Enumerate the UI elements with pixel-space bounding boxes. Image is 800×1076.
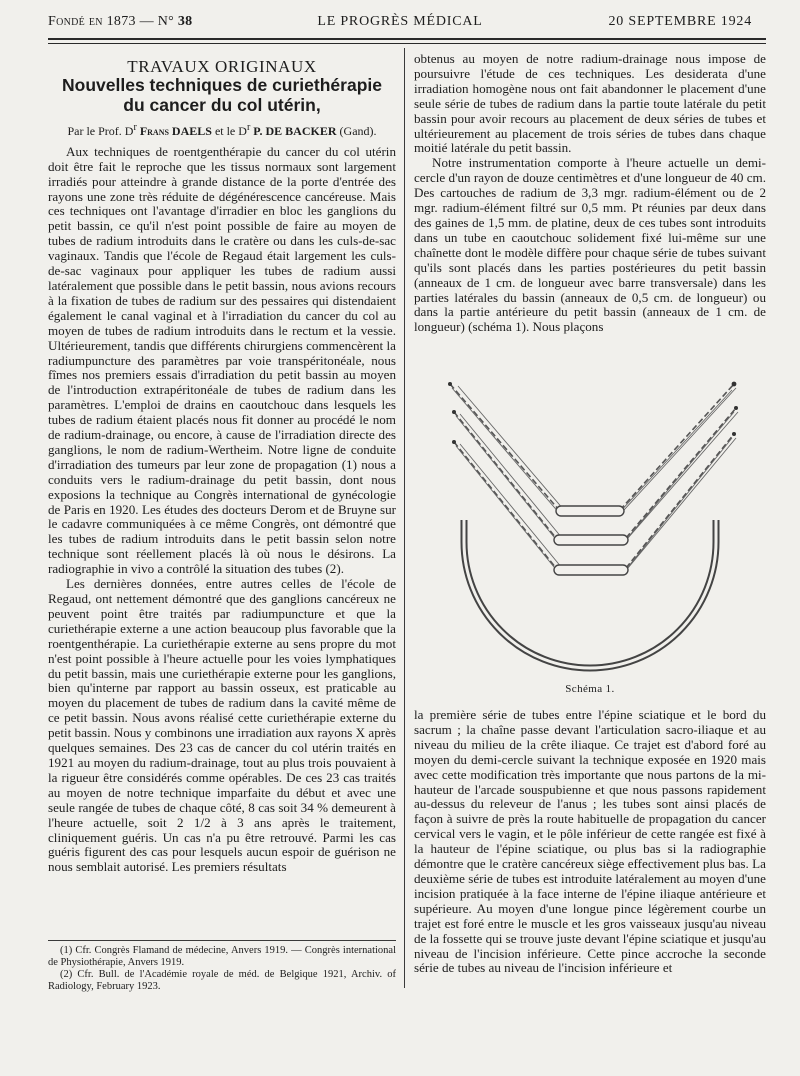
body-paragraph: Les dernières données, entre autres celles de l'école de Regaud, ont nettement démontré que des ganglions cancéreux ne peuvent point être traités par radiumpuncture et que la curiethérapie externe a une action beaucoup plus favorable que la roentgenthérapie. La curiethérapie externe au sens propre du mot n'est point possible à l'heure actuelle pour les voies lymphatiques du petit bassin, mais une curiethérapie externe pour les ganglions, bien qu'interne par rapport au bassin osseux, est praticable au moyen du placement de tubes de radium dans la cavité même de ce petit bassin. Nous avons réalisé cette curiethérapie externe du petit bassin. Nous y combinons une irradiation aux rayons X après quelques semaines. Des 23 cas de cancer du col utérin traités en 1921 au moyen du radium-drainage, tout au plus trois pouvaient à la rigueur être considérés comme opérables. De ces 23 cas traités au moyen de notre technique imparfaite du début et avec une seule rangée de tubes de chaque côté, 8 cas soit 34 % demeurent à l'heure actuelle, soit 2 1/2 à 3 ans après le traitement, cliniquement guéris. Un cas n'a pu être retrouvé. Parmi les cas guéris figurent des cas pour lesquels aucun espoir de guérison ne nous semblait autorisé. Les premiers résultats [48, 576, 397, 875]
body-paragraph: la première série de tubes entre l'épine sciatique et le bord du sacrum ; la chaîne passe devant l'articulation sacro-iliaque et au niveau du milieu de la crête iliaque. Ce trajet est d'abord foré au moyen du demi-cercle suivant la technique exposée en 1920 mais avec cette modification très importante que nous partons de la mi-hauteur de l'arcade souspubienne et que nous passons rapidement au-dessus du releveur de l'anus ; les tubes sont ainsi placés de façon à suivre de près la route habituelle de propagation du cancer cervical vers le vagin, et le pôle inférieur de cette rangée est fixé à la hauteur de l'épine sciatique, ou plus bas si la radiographie démontre que le cratère cancéreux siège effectivement plus bas. La deuxième série de tubes est introduite latéralement au moyen d'une incision pratiquée à la face interne de l'épine iliaque antérieure et supérieure. Au moyen d'une longue pince légèrement courbe un trajet est foré entre le muscle et les gros vaisseaux jusqu'au niveau de la fossette qui se trouve juste devant l'épine sciatique et jusqu'au niveau de l'incision inférieure. Cette pince accroche la seconde série de tubes au niveau de l'incision inférieure et [414, 707, 766, 976]
section-heading: TRAVAUX ORIGINAUX [127, 57, 317, 76]
body-paragraph: Aux techniques de roentgenthérapie du cancer du col utérin doit être fait le reproche que les tissus normaux sont largement irradiés pour atteindre à grande distance de la porte d'entrée des rayons une zone très réduite de dégénérescence cancéreuse. Mais ces techniques ont l'avantage d'irradier en bloc les ganglions du petit bassin, ce qu'il n'est point possible de faire au moyen de tubes de radium introduits dans le cratère ou dans les culs-de-sac vaginaux. Tandis que l'école de Regaud était largement les culs-de-sac vaginaux pour appliquer les tubes de radium aussi latéralement que possible dans le petit bassin, nous avions recours à la fixation de tubes de radium sur des pessaires qui distendaient également le canal vaginal et à l'irradiation du cancer du col au moyen de tubes de radium introduits dans le rectum et la vessie. Ultérieurement, tandis que différents chirurgiens commencèrent la radiumpuncture des paramètres par voie transpéritonéale, nous fîmes nos premiers essais d'irradiation du petit bassin au moyen de l'introduction extrapéritonéale de tubes de radium dans les paramètres. L'emploi de drains en caoutchouc dans lesquels les tubes de radium étaient placés nous fit donner au procédé le nom de radium-drainage, ou encore, à cause de l'irradiation directe des ganglions, le nom de radium-Wertheim. Notre ligne de conduite d'irradiation des tumeurs par leur zone de propagation (1) nous a conduits vers le radium-drainage du petit bassin, dont nous exposions la technique au Congrès international de gynécologie de Paris en 1920. Les études des docteurs Derom et de Bruyne sur le cadavre communiquées à ce même Congrès, ont démontré que les tubes de radium introduits dans le petit bassin selon notre technique sont réellement placés là où nous le désirons. La radiographie in vivo a contrôlé la situation des tubes (2). [48, 143, 396, 577]
header-rule-thin [48, 43, 766, 44]
body-paragraph: obtenus au moyen de notre radium-drainage nous impose de poursuivre l'étude de ces techniques. Les desiderata d'une irradiation homogène nous ont fait abandonner le placement d'une seule série de tubes de radium dans la partie toute latérale du petit bassin pour avoir recours au placement de deux séries de tubes et ultérieurement au placement de trois séries de tubes dans chaque moitié latérale du petit bassin. [414, 51, 766, 156]
footnotes [48, 940, 396, 993]
footnote: (1) Cfr. Congrès Flamand de médecine, Anvers 1919. — Congrès international de Physiothérapie, Anvers 1919. [48, 945, 396, 968]
tube-holder-3 [554, 565, 628, 575]
chain-right-2 [626, 408, 736, 538]
chain-left-1 [450, 384, 559, 510]
article-authors: Par le Prof. $D^r$ Frans DAELS et le $D^r$ P. DE BACKER (Gand). [67, 121, 377, 138]
chain-left-3 [454, 442, 556, 568]
column-divider [404, 48, 405, 988]
footnote: (2) Cfr. Bull. de l'Académie royale de méd. de Belgique 1921, Archiv. of Radiology, February 1923. [48, 969, 396, 992]
tube-holder-1 [556, 506, 624, 516]
tube-holder-2 [554, 535, 628, 545]
right-column-top [414, 52, 766, 335]
chain-left-2 [454, 412, 556, 538]
right-column-bottom [414, 708, 766, 976]
journal-name: LE PROGRÈS MÉDICAL [317, 14, 483, 29]
author-daels: Frans DAELS [139, 123, 212, 138]
schema-figure [414, 372, 766, 702]
body-paragraph: Notre instrumentation comporte à l'heure actuelle un demi-cercle d'un rayon de douze centimètres et d'une longueur de 40 cm. Des cartouches de radium de 3,3 mgr. radium-élément ou de 2 mgr. radium-élément filtré sur 0,5 mm. Pt réunies par deux dans des gaines de 1,5 mm. de platine, deux de ces tubes sont introduits dans un tube en caoutchouc solidement fixé lui-même sur une chaînette dont le modèle diffère pour chaque série de tubes suivant qu'ils sont placés dans les parties postérieures du petit bassin (anneaux de 1 cm. de longueur avec barre transversale) dans les parties latérales du bassin (anneaux de 0,5 cm. de longueur) ou dans la partie antérieure du petit bassin (anneaux de 1 cm. de longueur) (schéma 1). Nous plaçons [414, 155, 766, 335]
left-column [48, 57, 397, 875]
tube-holders [554, 506, 628, 575]
article-title: Nouvelles techniques de curiethérapie du cancer du col utérin, [62, 74, 382, 115]
figure-caption: Schéma 1. [565, 683, 615, 695]
chain-right-1 [620, 384, 734, 510]
header-rule [48, 38, 766, 40]
running-head [48, 12, 752, 32]
author-de-backer: P. DE BACKER [253, 123, 337, 138]
footnote-rule [48, 940, 396, 941]
issue-date: 20 SEPTEMBRE 1924 [608, 14, 752, 29]
founded-line: Fondé en 1873 — N° 38 [48, 14, 193, 29]
issue-number: 38 [177, 14, 193, 29]
